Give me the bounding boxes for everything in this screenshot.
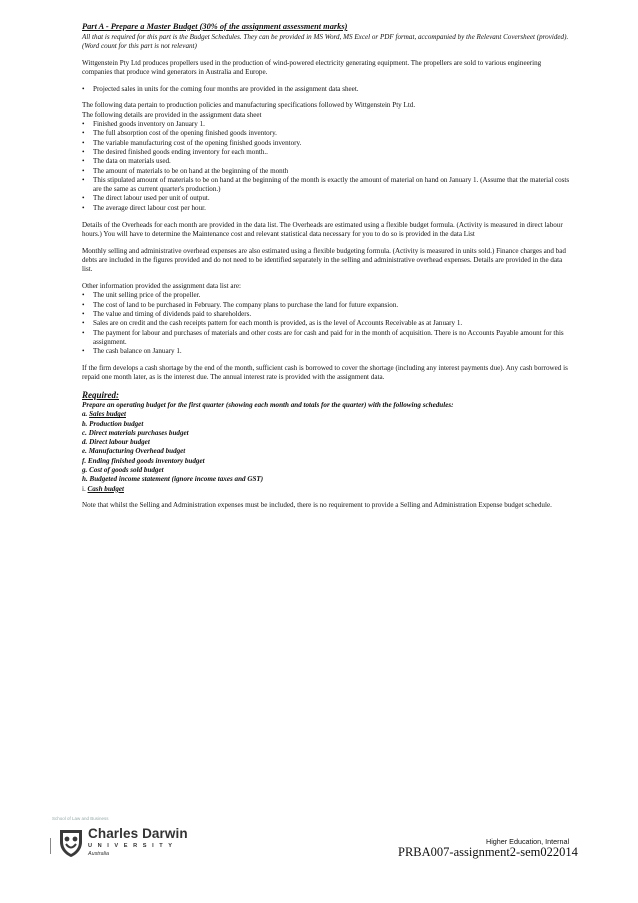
list-item: • The average direct labour cost per hour.: [82, 204, 570, 213]
overheads-paragraph: Details of the Overheads for each month are provided in the data list. The Overheads are estimated using a flexible budget formula. (Activity is measured in direct labour hours.) You will have to determine the Maintenance cost and relevant statistical data necessary for you to do so is provided in the data List: [82, 220, 563, 238]
schedule-name: Ending finished goods inventory budget: [87, 456, 205, 465]
schedule-name: Manufacturing Overhead budget: [88, 447, 186, 456]
list-item: • The value and timing of dividends paid to shareholders.: [82, 310, 570, 319]
list-item: • The desired finished goods ending inventory for each month..: [82, 148, 570, 157]
selling-admin-paragraph: Monthly selling and administrative overhead expenses are also estimated using a flexible budgeting formula. (Activity is measured in units sold.) Finance charges and bad debts are included in the figures provided and do not need to be identified separately in the selling and administrative overhead expenses. Details are provided in the data list.: [82, 246, 566, 274]
list-item: • The cash balance on January 1.: [82, 347, 570, 356]
list-item: • This stipulated amount of materials to be on hand at the beginning of the month is exactly the amount of material on hand on January 1. (Assume that the material costs are the same as current quarter's production.): [82, 176, 570, 195]
schedule-name: Cost of goods sold budget: [89, 466, 164, 475]
schedule-name: Sales budget: [89, 410, 126, 419]
classification-label: Higher Education, Internal: [486, 837, 570, 846]
required-intro: Prepare an operating budget for the first quarter (showing each month and totals for the quarter) with the following schedules:: [82, 401, 454, 409]
schedule-letter: c.: [82, 428, 87, 437]
policies-line-1: The following data pertain to production policies and manufacturing specifications followed by Wittgenstein Pty Ltd.: [82, 101, 416, 110]
schedule-item: [82, 438, 570, 447]
schedule-letter: e.: [82, 447, 87, 456]
schedule-item: [82, 447, 570, 456]
schedule-name: Direct labour budget: [89, 438, 150, 447]
schedule-letter: g.: [82, 466, 88, 475]
projected-sales-item: • Projected sales in units for the coming four months are provided in the assignment data sheet.: [82, 85, 570, 94]
footer-school-tag: School of Law and Business: [52, 816, 109, 821]
policy-list: [82, 120, 570, 213]
schedule-letter: d.: [82, 438, 88, 447]
logo-name: Charles Darwin: [88, 826, 188, 841]
schedule-letter: h.: [82, 475, 88, 484]
schedule-letter: f.: [82, 456, 87, 465]
document-page: [82, 22, 570, 511]
cash-shortage-paragraph: If the firm develops a cash shortage by the end of the month, sufficient cash is borrowed to cover the shortage (including any interest payments due). Any cash borrowed is repaid one month later, as is the interest due. The annual interest rate is provided with the assignment data.: [82, 363, 568, 382]
schedule-name: Direct materials purchases budget: [88, 428, 189, 437]
other-info-intro: Other information provided the assignment data list are:: [82, 282, 241, 291]
university-shield-icon: [58, 828, 84, 858]
schedule-name: Cash budget: [87, 484, 124, 493]
closing-note: Note that whilst the Selling and Administration expenses must be included, there is no requirement to provide a Selling and Administration Expense budget schedule.: [82, 501, 552, 510]
policies-line-2: The following details are provided in the assignment data sheet: [82, 110, 262, 119]
intro-paragraph: Wittgenstein Pty Ltd produces propellers used in the production of wind-powered electricity generating equipment. The propellers are sold to various engineering companies that produce wind generators in Australia and Europe.: [82, 58, 542, 76]
schedule-name: Budgeted income statement (ignore income taxes and GST): [89, 475, 264, 484]
schedule-item: [82, 457, 570, 466]
requirements-note: All that is required for this part is the Budget Schedules. They can be provided in MS Word, MS Excel or PDF format, accompanied by the Relevant Coversheet (provided).(Word count for this part is not relevant): [82, 32, 569, 50]
list-item: • The data on materials used.: [82, 157, 570, 166]
footer-divider: [50, 838, 51, 854]
schedule-name: Production budget: [89, 419, 144, 428]
cdu-logo: [58, 826, 198, 862]
schedule-item: [82, 410, 570, 419]
required-title: Required:: [82, 390, 119, 400]
list-item: • Sales are on credit and the cash receipts pattern for each month is provided, as is the level of Accounts Receivable as at January 1.: [82, 319, 570, 328]
list-item: • The cost of land to be purchased in February. The company plans to purchase the land for future expansion.: [82, 301, 570, 310]
list-item: • The payment for labour and purchases of materials and other costs are for cash and paid for in the month of acquisition. There is no Accounts Payable amount for this assignment.: [82, 329, 570, 348]
list-item: • The full absorption cost of the opening finished goods inventory.: [82, 129, 570, 138]
schedule-item: [82, 485, 570, 494]
logo-country: Australia: [88, 851, 109, 857]
schedule-item: [82, 429, 570, 438]
schedule-letter: a.: [82, 410, 88, 419]
document-code: PRBA007-assignment2-sem022014: [398, 845, 578, 859]
logo-university: UNIVERSITY: [88, 843, 178, 849]
part-a-heading: Part A - Prepare a Master Budget (30% of the assignment assessment marks): [82, 22, 348, 31]
schedule-item: [82, 475, 570, 484]
schedule-letter: b.: [82, 419, 88, 428]
list-item: • The direct labour used per unit of output.: [82, 194, 570, 203]
list-item: • Finished goods inventory on January 1.: [82, 120, 570, 129]
schedule-item: [82, 420, 570, 429]
list-item: • The unit selling price of the propeller.: [82, 291, 570, 300]
list-item: • The amount of materials to be on hand at the beginning of the month: [82, 167, 570, 176]
schedule-item: [82, 466, 570, 475]
other-info-list: [82, 291, 570, 356]
projected-sales-list: [82, 85, 570, 94]
schedule-list: [82, 410, 570, 494]
list-item: • The variable manufacturing cost of the opening finished goods inventory.: [82, 139, 570, 148]
schedule-letter: i.: [82, 484, 86, 493]
